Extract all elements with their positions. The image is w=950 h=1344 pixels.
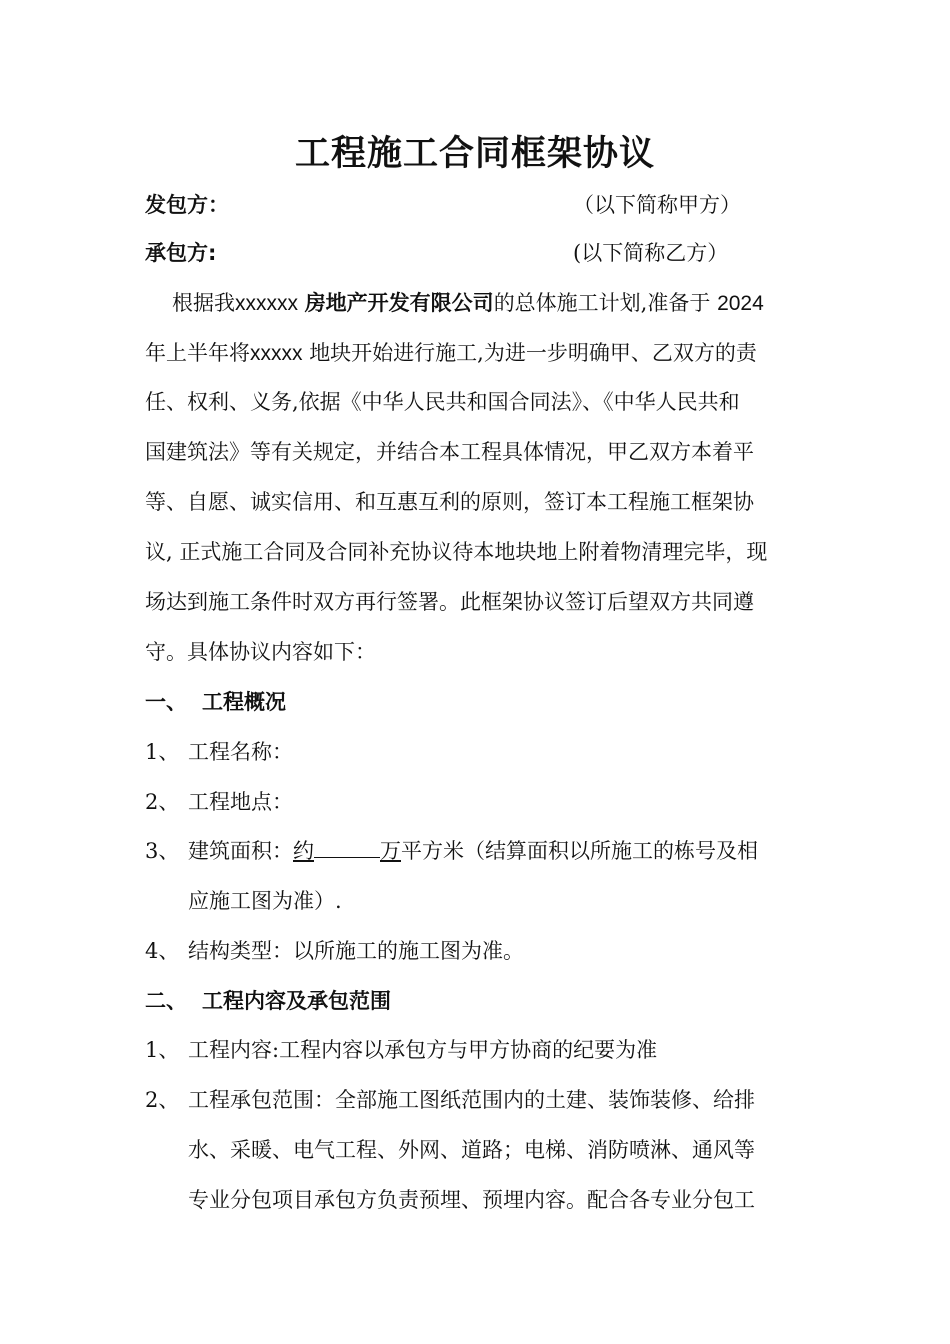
section-2-heading: 工程内容及承包范围 (202, 989, 391, 1013)
intro-line-8: 守。具体协议内容如下： (145, 640, 376, 664)
area-unit: 万 (380, 839, 401, 863)
placeholder-x: xxxxx (250, 342, 303, 365)
scope-item-line-1: 工程承包范围：全部施工图纸范围内的土建、装饰装修、给排 (188, 1088, 755, 1112)
company-name: 房地产开发有限公司 (304, 291, 494, 315)
section-1-number: 一、 (145, 690, 187, 714)
item-number: 2、 (145, 1088, 180, 1112)
item-number: 2、 (145, 790, 180, 814)
intro-text: 根据我 (172, 291, 235, 315)
item-number: 1、 (145, 740, 180, 764)
floor-area-text: 平方米（结算面积以所施工的栋号及相 (401, 839, 758, 863)
intro-line-5: 等、自愿、诚实信用、和互惠互利的原则，签订本工程施工框架协 (145, 490, 754, 514)
placeholder-x: xxxxxx (235, 292, 298, 315)
item-number: 4、 (145, 939, 180, 963)
intro-line-2 (145, 337, 757, 367)
area-approx: 约 (293, 839, 314, 863)
project-name-item: 工程名称： (188, 740, 293, 764)
employer-label: 发包方： (145, 193, 229, 217)
contractor-note: (以下简称乙方） (573, 241, 729, 265)
document-title: 工程施工合同框架协议 (294, 134, 655, 174)
intro-line-3: 任、权利、义务,依据《中华人民共和国合同法》、《中华人民共和 (145, 390, 740, 414)
item-number: 3、 (145, 839, 180, 863)
intro-text: 地块开始进行施工,为进一步明确甲、乙双方的责 (309, 341, 757, 365)
intro-line-4: 国建筑法》等有关规定，并结合本工程具体情况，甲乙双方本着平 (145, 440, 754, 464)
contractor-label: 承包方: (145, 241, 217, 265)
floor-area-item (188, 835, 758, 865)
intro-line-6: 议, 正式施工合同及合同补充协议待本地块地上附着物清理完毕，现 (145, 540, 768, 564)
intro-line-7: 场达到施工条件时双方再行签署。此框架协议签订后望双方共同遵 (145, 590, 754, 614)
intro-text: 年上半年将 (145, 341, 250, 365)
work-content-item: 工程内容:工程内容以承包方与甲方协商的纪要为准 (188, 1038, 658, 1062)
item-number: 1、 (145, 1038, 180, 1062)
year: 2024 (717, 292, 764, 315)
project-location-item: 工程地点： (188, 790, 293, 814)
section-1-heading: 工程概况 (202, 690, 286, 714)
area-blank (314, 839, 380, 858)
intro-text: 的总体施工计划,准备于 (493, 291, 711, 315)
floor-area-label: 建筑面积： (188, 839, 293, 863)
structure-type-item: 结构类型：以所施工的施工图为准。 (188, 939, 524, 963)
intro-line-1 (172, 287, 764, 317)
employer-note: （以下简称甲方） (573, 193, 741, 217)
section-2-number: 二、 (145, 989, 187, 1013)
scope-item-line-2: 水、采暖、电气工程、外网、道路；电梯、消防喷淋、通风等 (188, 1138, 755, 1162)
scope-item-line-3: 专业分包项目承包方负责预埋、预埋内容。配合各专业分包工 (188, 1188, 755, 1212)
floor-area-item-cont: 应施工图为准）. (188, 889, 342, 913)
